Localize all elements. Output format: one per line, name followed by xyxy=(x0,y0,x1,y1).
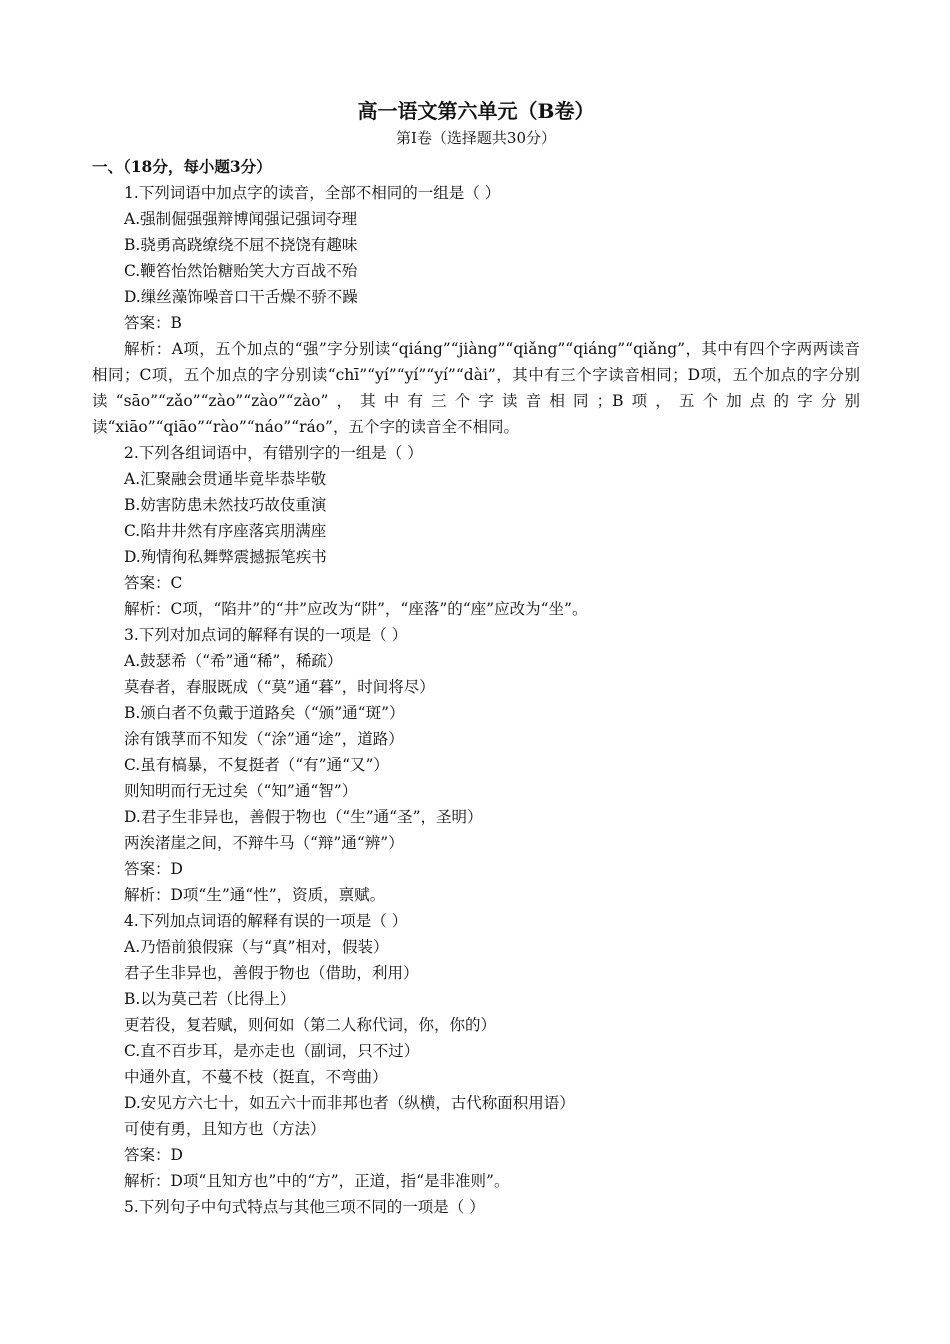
text-line: C.陷井井然有序座落宾朋满座 xyxy=(124,522,327,540)
text-line: D.殉情徇私舞弊震撼振笔疾书 xyxy=(124,548,327,566)
text-line: 答案：C xyxy=(124,574,183,592)
text-line: D.君子生非异也，善假于物也（“生”通“圣”，圣明） xyxy=(124,808,483,826)
text-line: B.骁勇高跷缭绕不屈不挠饶有趣味 xyxy=(124,236,358,254)
text-line: 4.下列加点词语的解释有误的一项是（ ） xyxy=(124,912,408,930)
text-line: A.鼓瑟希（“希”通“稀”，稀疏） xyxy=(124,652,343,670)
question-lines xyxy=(92,180,860,1220)
text-line: 涂有饿莩而不知发（“涂”通“途”，道路） xyxy=(124,730,404,748)
text-line: 解析：D项“生”通“性”，资质，禀赋。 xyxy=(124,886,386,904)
text-line: A.乃悟前狼假寐（与“真”相对，假装） xyxy=(124,938,389,956)
text-line: 更若役，复若赋，则何如（第二人称代词，你，你的） xyxy=(124,1016,497,1034)
text-line: D.缫丝藻饰噪音口干舌燥不骄不躁 xyxy=(124,288,358,306)
text-line: 答案：D xyxy=(124,1146,183,1164)
text-line: 3.下列对加点词的解释有误的一项是（ ） xyxy=(124,626,408,644)
text-line: 1.下列词语中加点字的读音，全部不相同的一组是（ ） xyxy=(124,184,501,202)
text-line: 解析：A项，五个加点的“强”字分别读“qiáng”“jiàng”“qiǎng”“qiáng”“qiǎng”，其中有四个字两两读音相同；C项，五个加点的字分别读“chī”“yí”“yí”“yí”“dài”，其中有三个字读音相同；D项，五个加点的字分别读“sāo”“zǎo”“zào”“zào”“zào”，其中有三个字读音相同；B项，五个加点的字分别读“xiāo”“qiāo”“rào”“náo”“ráo”，五个字的读音全不相同。 xyxy=(92,340,860,436)
text-line: 答案：D xyxy=(124,860,183,878)
text-line: 解析：D项“且知方也”中的“方”，正道，指“是非准则”。 xyxy=(124,1172,510,1190)
text-line: D.安见方六七十，如五六十而非邦也者（纵横，古代称面积用语） xyxy=(124,1094,575,1112)
text-line: C.虽有槁暴，不复挺者（“有”通“又”） xyxy=(124,756,389,774)
text-line: B.颁白者不负戴于道路矣（“颁”通“斑”） xyxy=(124,704,405,722)
text-line: C.直不百步耳，是亦走也（副词，只不过） xyxy=(124,1042,420,1060)
document-page xyxy=(92,96,860,1220)
text-line: B.妨害防患未然技巧故伎重演 xyxy=(124,496,327,514)
text-line: C.鞭笞怡然饴糖贻笑大方百战不殆 xyxy=(124,262,358,280)
text-line: 答案：B xyxy=(124,314,182,332)
text-line: 5.下列句子中句式特点与其他三项不同的一项是（ ） xyxy=(124,1198,485,1216)
text-line: A.强制倔强强辩博闻强记强词夺理 xyxy=(124,210,358,228)
page-subtitle: 第Ⅰ卷（选择题共30分） xyxy=(395,129,556,147)
text-line: 中通外直，不蔓不枝（挺直，不弯曲） xyxy=(124,1068,388,1086)
text-line: 莫春者，春服既成（“莫”通“暮”，时间将尽） xyxy=(124,678,435,696)
text-line: 可使有勇，且知方也（方法） xyxy=(124,1120,326,1138)
text-line: 则知明而行无过矣（“知”通“智”） xyxy=(124,782,358,800)
page-title: 高一语文第六单元（B卷） xyxy=(357,99,595,123)
text-line: 解析：C项，“陷井”的“井”应改为“阱”，“座落”的“座”应改为“坐”。 xyxy=(124,600,588,618)
text-line: B.以为莫己若（比得上） xyxy=(124,990,296,1008)
text-line: 君子生非异也，善假于物也（借助，利用） xyxy=(124,964,419,982)
text-line: A.汇聚融会贯通毕竟毕恭毕敬 xyxy=(124,470,327,488)
text-line: 两涘渚崖之间，不辩牛马（“辩”通“辨”） xyxy=(124,834,404,852)
text-line: 2.下列各组词语中，有错别字的一组是（ ） xyxy=(124,444,423,462)
section-heading: 一、（18分，每小题3分） xyxy=(92,157,272,176)
